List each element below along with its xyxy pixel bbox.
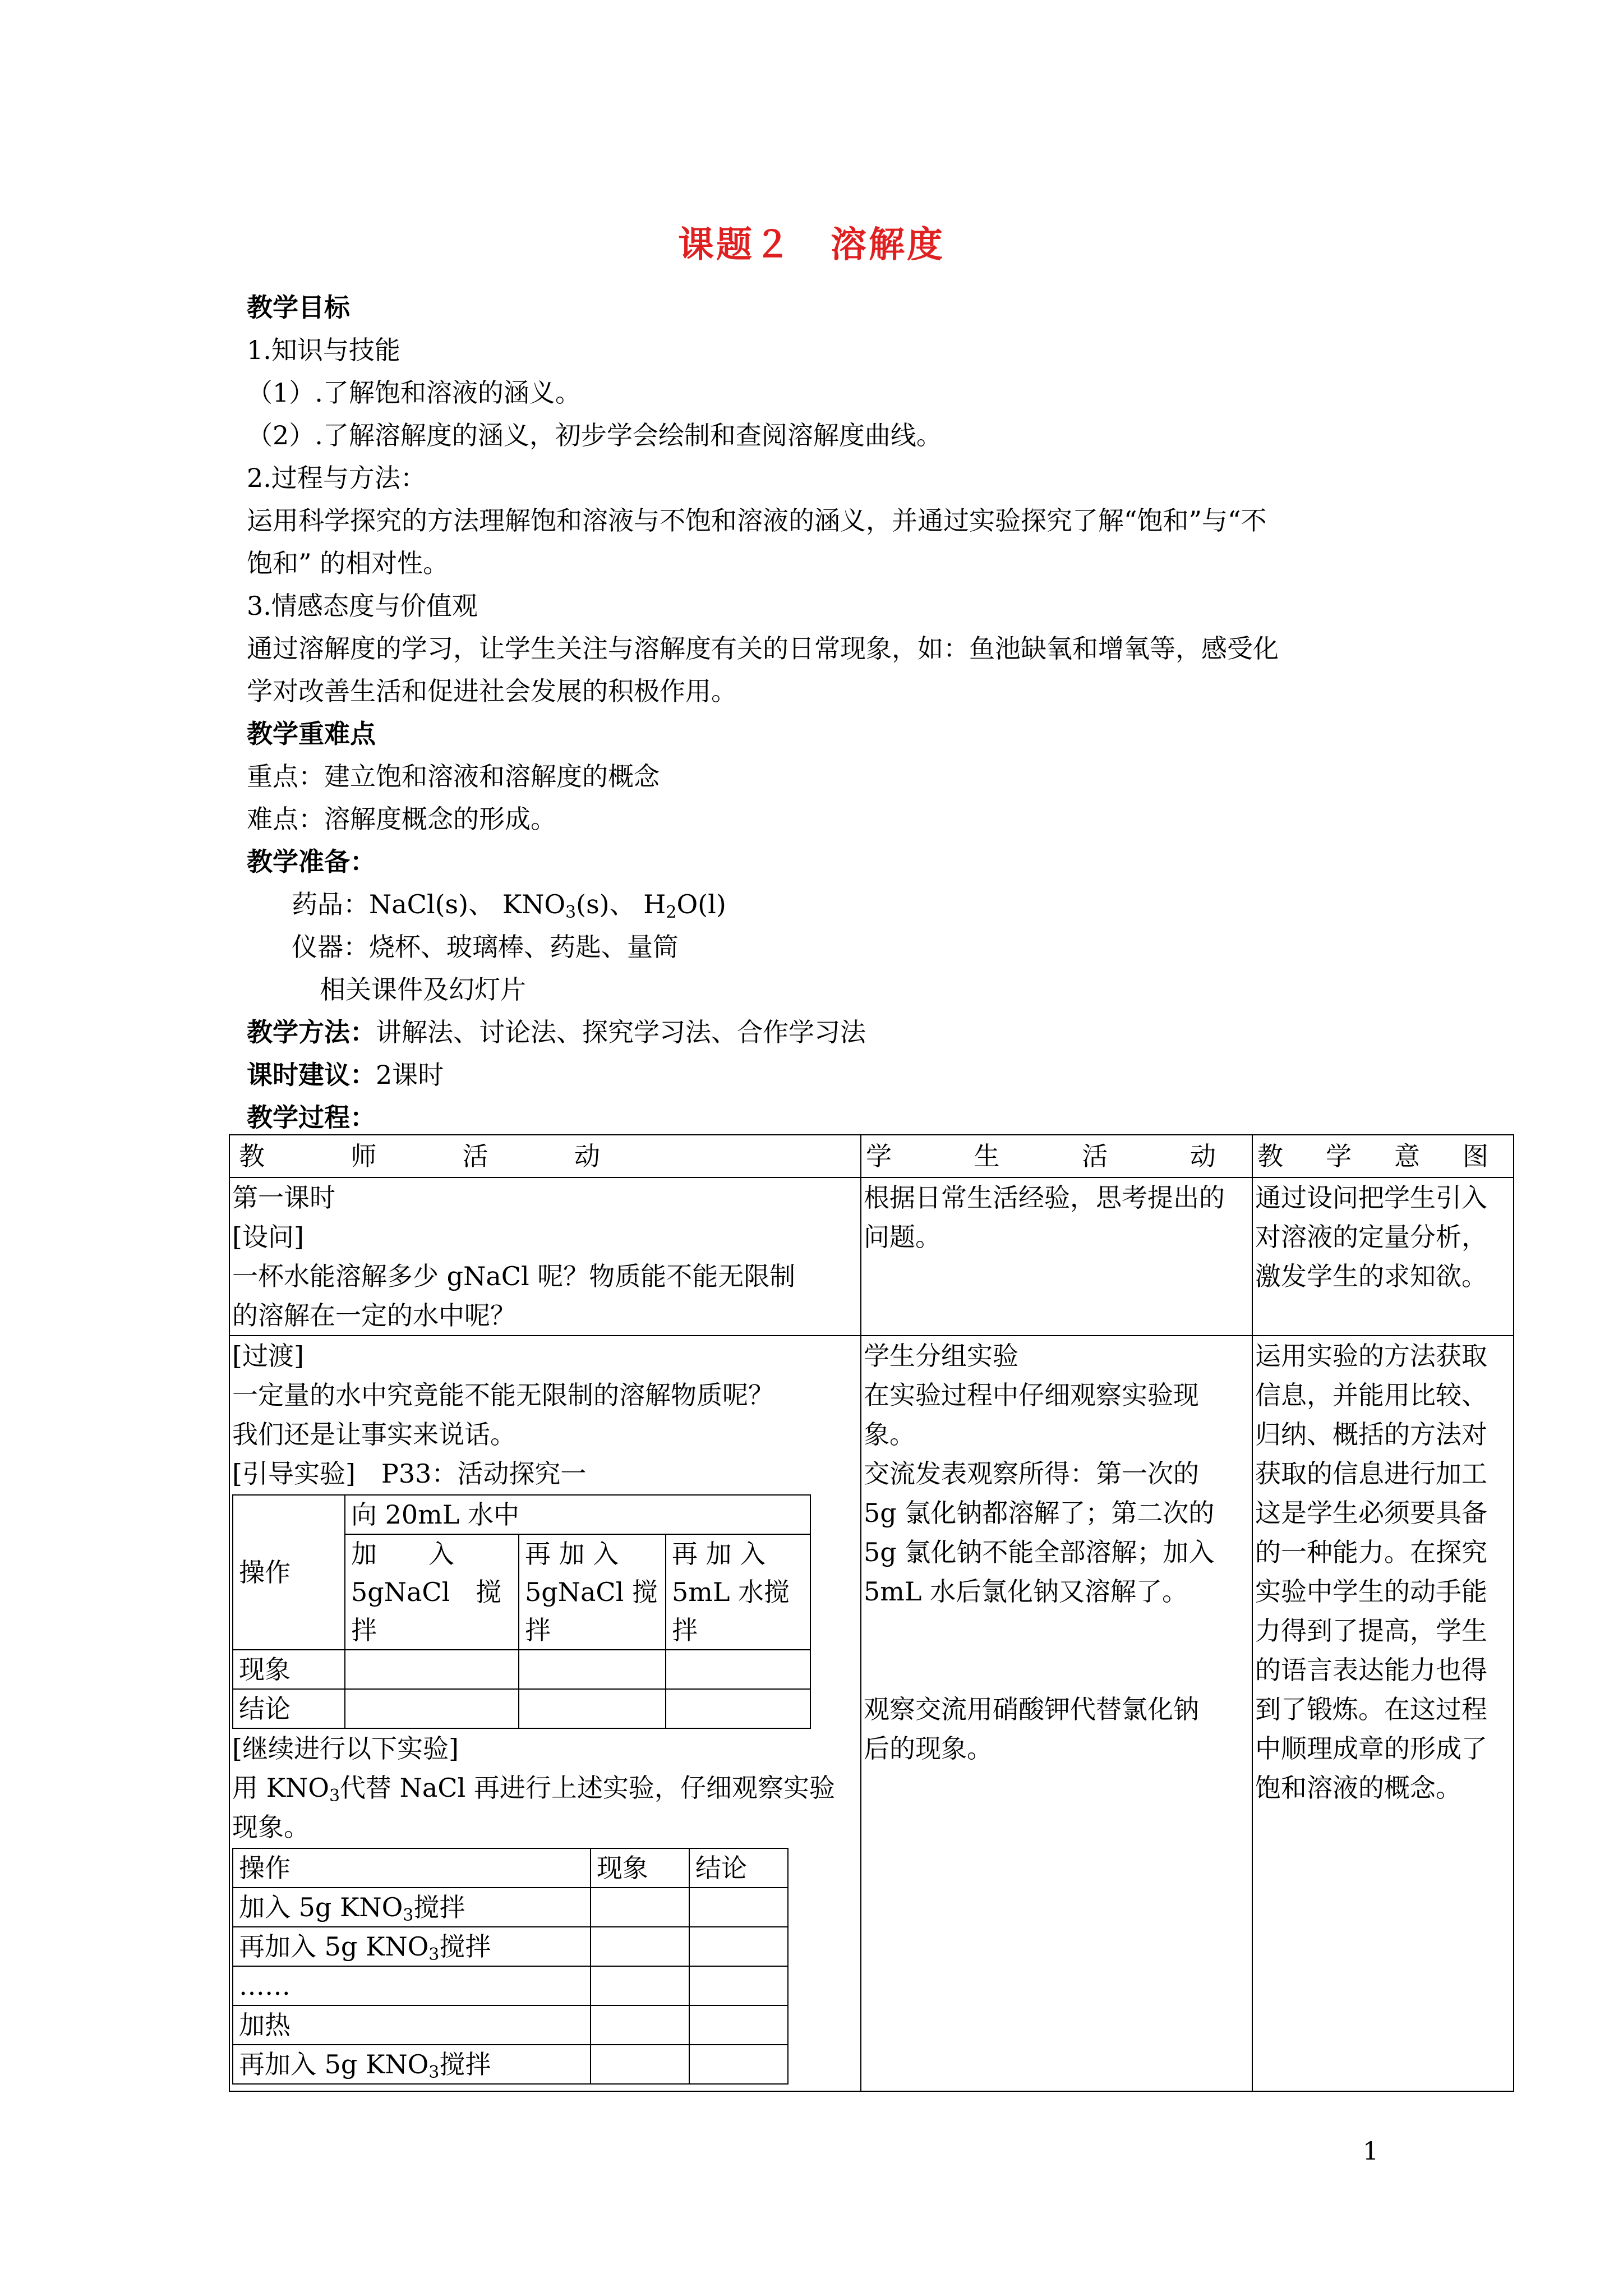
header-teaching-intent: 教 学 意 图	[1252, 1135, 1514, 1177]
row2-intent: 运用实验的方法获取 信息，并能用比较、 归纳、概括的方法对 获取的信息进行加工 这是学生必须要具备 的一种能力。在探究 实验中学生的动手能 力得到了提高，学生 的语言表达能力也得 到了锻炼。在这过程 中顺理成章的形成了 饱和溶液的概念。	[1252, 1336, 1514, 2091]
key-point: 重点：建立饱和溶液和溶解度的概念	[247, 761, 660, 792]
emotion-text-2: 学对改善生活和促进社会发展的积极作用。	[247, 676, 737, 706]
courseware-line: 相关课件及幻灯片	[320, 974, 526, 1005]
continue-text-2: 现象。	[232, 1812, 310, 1842]
header-student-activity: 学 生 活 动	[861, 1135, 1252, 1177]
knowledge-item-1: （1）.了解饱和溶液的涵义。	[247, 378, 581, 408]
row1-intent: 通过设问把学生引入 对溶液的定量分析， 激发学生的求知欲。	[1252, 1177, 1514, 1336]
nacl-op-label: 操作	[233, 1495, 345, 1650]
kno3-step-5: 再加入 5g $KNO_3$搅拌	[233, 2045, 591, 2084]
process-text-2: 饱和” 的相对性。	[247, 548, 449, 578]
objectives-heading: 教学目标	[247, 292, 350, 323]
kno3-header-conclusion: 结论	[689, 1848, 788, 1888]
kno3-step-4: 加热	[233, 2005, 591, 2045]
nacl-conclusion-label: 结论	[233, 1689, 345, 1728]
hour-suggestion: 课时建议：2课时	[247, 1060, 444, 1090]
row2-student: 学生分组实验 在实验过程中仔细观察实验现 象。 交流发表观察所得：第一次的 5g 氯化钠都溶解了；第二次的 5g 氯化钠不能全部溶解；加入 5mL 水后氯化钠又溶解了。 观察交流用硝酸钾代替氯化钠 后的现象。	[861, 1336, 1252, 2091]
row1-teacher: 第一课时 [设问] 一杯水能溶解多少 gNaCl 呢？物质能不能无限制 的溶解在一定的水中呢？	[229, 1177, 861, 1336]
nacl-phenomenon-label: 现象	[233, 1650, 345, 1689]
page-number: 1	[1363, 2137, 1378, 2166]
kno3-step-1: 加入 5g $KNO_3$搅拌	[233, 1888, 591, 1927]
table-header-row	[229, 1135, 1514, 1177]
continue-text-1: 用 $KNO_3$代替 NaCl 再进行上述实验，仔细观察实验	[232, 1773, 835, 1806]
process-heading: 2.过程与方法：	[247, 463, 426, 493]
nacl-experiment-table	[232, 1494, 811, 1729]
continue-label: [继续进行以下实验]	[232, 1733, 459, 1764]
emotion-heading: 3.情感态度与价值观	[247, 591, 478, 621]
preparation-heading: 教学准备：	[247, 846, 376, 877]
kno3-header-op: 操作	[233, 1848, 591, 1888]
process-text-1: 运用科学探究的方法理解饱和溶液与不饱和溶液的涵义，并通过实验探究了解“饱和”与“不	[247, 505, 1267, 536]
kno3-header-phenomenon: 现象	[591, 1848, 689, 1888]
nacl-step-3: 再 加 入 5mL 水搅拌	[666, 1534, 810, 1650]
key-points-heading: 教学重难点	[247, 719, 376, 749]
kno3-step-2: 再加入 5g $KNO_3$搅拌	[233, 1927, 591, 1966]
drugs-line: 药品：NaCl(s)、 $KNO_3(s)$、 $H_2O(l)$	[292, 889, 726, 922]
teaching-process-table	[229, 1134, 1514, 2092]
header-teacher-activity: 教 师 活 动	[229, 1135, 861, 1177]
instruments-line: 仪器：烧杯、玻璃棒、药匙、量筒	[292, 932, 679, 962]
nacl-top-label: 向 20mL 水中	[345, 1495, 810, 1534]
row1-student: 根据日常生活经验，思考提出的 问题。	[861, 1177, 1252, 1336]
process-section-heading: 教学过程：	[247, 1102, 376, 1133]
row2-teacher: [过渡] 一定量的水中究竟能不能无限制的溶解物质呢？ 我们还是让事实来说话。 [引导实验] P33：活动探究一 操作 向 20mL 水中 加 入 5gNaCl 搅拌 再 加 入 5gNaCl 搅拌 再 加 入 5mL 水搅拌 现象 结论 [继续进行以下实验] 用 $KNO_3$代替 NaCl 再进行上述实验，仔细观察实验 现象。 操作 现象 结论 加入 5g $KNO_3$搅拌 再加入 5g $KNO_3$搅拌 …… 加热 再加入 5g $KNO_3$搅拌	[229, 1336, 861, 2091]
knowledge-item-2: （2）.了解溶解度的涵义，初步学会绘制和查阅溶解度曲线。	[247, 420, 942, 450]
table-row	[229, 1177, 1514, 1336]
nacl-step-2: 再 加 入 5gNaCl 搅拌	[519, 1534, 666, 1650]
difficult-point: 难点：溶解度概念的形成。	[247, 804, 556, 834]
page-title: 课题２ 溶解度	[678, 224, 945, 266]
teaching-method: 教学方法：讲解法、讨论法、探究学习法、合作学习法	[247, 1017, 866, 1047]
table-row	[229, 1336, 1514, 2091]
lesson-body	[247, 286, 1391, 1139]
kno3-experiment-table	[232, 1848, 789, 2085]
emotion-text-1: 通过溶解度的学习，让学生关注与溶解度有关的日常现象，如：鱼池缺氧和增氧等，感受化	[247, 633, 1279, 664]
knowledge-heading: 1.知识与技能	[247, 335, 400, 365]
nacl-step-1: 加 入 5gNaCl 搅拌	[345, 1534, 519, 1650]
kno3-step-3: ……	[233, 1966, 591, 2005]
